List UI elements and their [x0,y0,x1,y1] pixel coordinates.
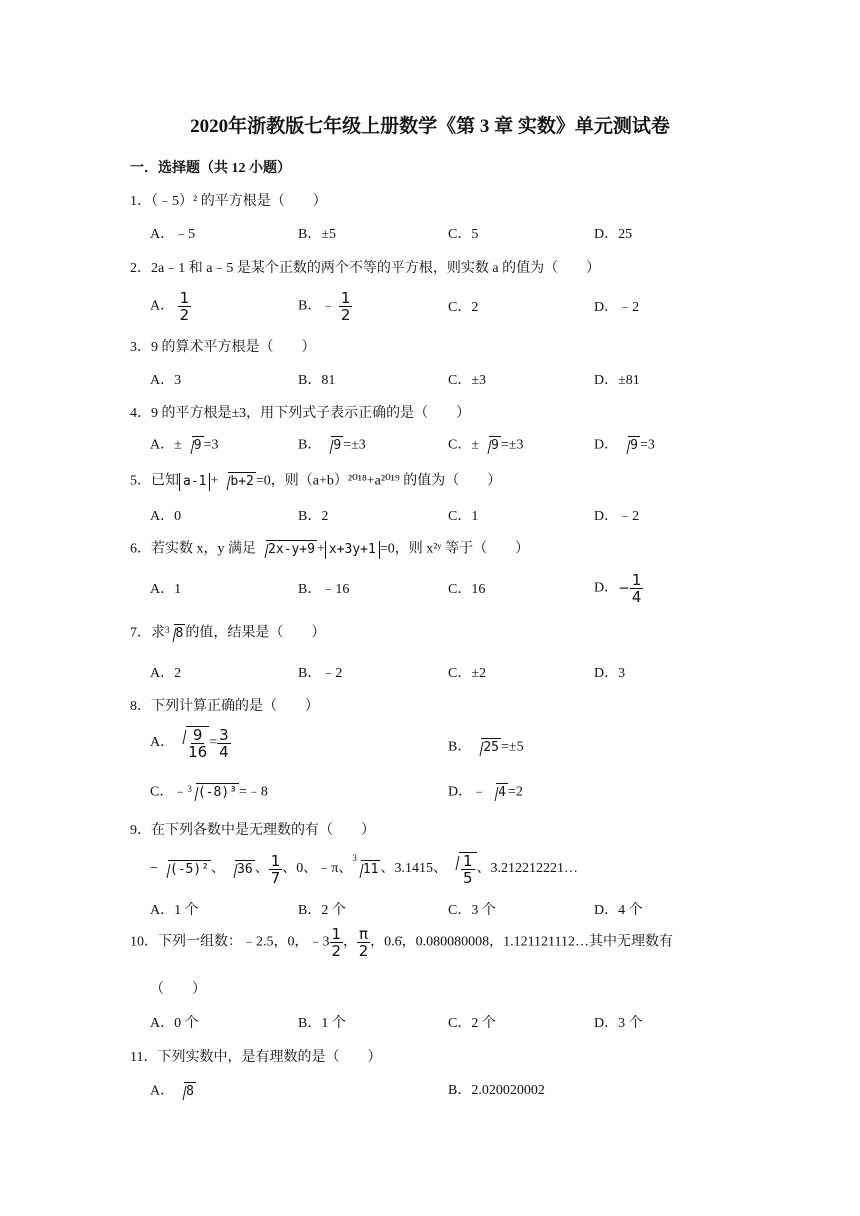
section-heading: 一．选择题（共 12 小题） [130,161,291,176]
q6-absolute: x+3y+1 [325,541,380,559]
q10-post: ，0.6̇，0.080080008，1.121121112…其中无理数有 [370,934,674,950]
q10-f2-num: π [359,925,369,943]
q4-b-radicand: 9 [333,438,342,453]
q7-root-index: 3 [165,625,170,635]
q9-f1-den: 7 [270,868,281,887]
q8-b-radicand: 25 [483,740,499,755]
q5-option-b[interactable]: B．2 [298,509,329,524]
q5-option-c[interactable]: C．1 [448,509,479,524]
q5-plus: + [210,473,219,489]
q9-option-b[interactable]: B．2 个 [298,903,346,918]
q4-option-d[interactable] [594,436,655,455]
q9-minus: − [150,861,158,876]
q4-a-pre: A．± [150,437,182,453]
q10-option-d[interactable]: D．3 个 [594,1016,643,1031]
q8-c-index: 3 [187,784,192,794]
q8-a-result [217,727,231,760]
q9-option-a[interactable]: A．1 个 [150,903,199,918]
q4-b-pre: B． [298,437,322,453]
q9-sqrt-2 [225,860,255,879]
q10-paren: （ ） [150,982,206,997]
q8-a-num: 9 [192,726,203,744]
q10-f1-den: 2 [331,942,342,960]
q11-a-radicand: 8 [186,1084,194,1099]
q6-radicand: 2x-y+9 [268,542,315,557]
q8-d-post: =2 [507,784,523,800]
q9-rad-1: (-5)² [169,861,210,877]
question-6-stem [130,540,529,559]
q10-option-c[interactable]: C．2 个 [448,1016,496,1031]
q2-b-num: 1 [340,289,351,307]
q2-option-c[interactable]: C．2 [448,300,479,315]
q8-option-d[interactable] [448,783,523,802]
q6-d-num: 1 [631,571,642,589]
q9-sep-1: 、 [211,861,226,876]
q9-option-c[interactable]: C．3 个 [448,903,496,918]
q8-a-rden: 4 [219,742,229,761]
question-9-stem: 9．在下列各数中是无理数的有（ ） [130,823,375,838]
q2-b-den: 2 [340,306,351,324]
q6-d-label: D． [594,580,619,596]
q9-rad-2: 36 [237,861,253,877]
q1-option-c[interactable]: C．5 [448,227,479,242]
q8-c-cbrt [186,783,239,802]
q9-f2-num: 1 [462,852,473,870]
q4-option-a[interactable] [150,436,219,455]
q8-a-eq: = [209,735,218,750]
q1-option-d[interactable]: D．25 [594,227,633,242]
q6-sqrt [256,540,317,559]
question-11-stem: 11．下列实数中，是有理数的是（ ） [130,1050,382,1065]
q2-a-den: 2 [179,306,190,324]
q9-mid: 、0、﹣π、 [282,861,353,876]
q4-d-sqrt [618,436,640,455]
q9-option-d[interactable]: D．4 个 [594,903,643,918]
q1-option-b[interactable]: B．±5 [298,227,337,242]
q1-option-a[interactable]: A．﹣5 [150,227,196,242]
q5-post: =0，则（a+b）²⁰¹⁸+a²⁰¹⁹ 的值为（ ） [255,473,502,489]
q2-b-label: B．﹣ [298,298,336,314]
q2-a-label: A． [150,298,175,314]
q10-f2-den: 2 [358,942,369,960]
q8-a-sqrt [174,726,209,760]
q4-d-post: =3 [639,437,655,453]
q8-option-b[interactable] [448,738,524,757]
q9-rad-3: 11 [362,861,379,877]
q8-b-pre: B． [448,739,472,755]
q8-c-post: =﹣8 [238,784,268,800]
q4-a-post: =3 [203,437,219,453]
question-4-stem: 4．9 的平方根是±3，用下列式子表示正确的是（ ） [130,406,471,421]
q8-c-pre: C．﹣ [150,784,188,800]
q4-c-radicand: 9 [491,438,499,453]
q7-post: 的值，结果是（ ） [185,625,326,641]
q6-option-a[interactable]: A．1 [150,582,182,597]
q6-d-den: 4 [631,588,642,606]
q6-plus: + [316,541,325,557]
q8-option-a[interactable] [150,726,231,766]
q6-option-d[interactable] [594,572,643,608]
q10-option-a[interactable]: A．0 个 [150,1016,199,1031]
q10-pre: 10．下列一组数：﹣2.5，0，﹣3 [130,934,330,950]
q2-a-num: 1 [179,289,190,307]
q8-option-c[interactable] [150,783,268,802]
q6-d-sign: − [618,580,630,597]
q9-f1-num: 1 [270,851,281,870]
q8-a-den: 16 [188,743,208,761]
q9-tail-2: 、3.212212221… [476,861,579,876]
q4-option-c[interactable] [448,436,523,455]
q11-a-sqrt [174,1082,196,1101]
q10-sep: ， [343,934,358,950]
q11-option-a[interactable] [150,1082,196,1101]
q8-b-sqrt [471,738,501,757]
q3-option-b[interactable]: B．81 [298,373,336,388]
q4-c-pre: C．± [448,437,480,453]
q7-radicand: 8 [175,626,184,641]
q7-option-c[interactable]: C．±2 [448,666,487,681]
q6-pre: 6．若实数 x，y 满足 [130,541,256,557]
q6-option-b[interactable]: B．﹣16 [298,582,350,597]
q3-option-a[interactable]: A．3 [150,373,182,388]
q2-option-d[interactable]: D．﹣2 [594,300,640,315]
q6-d-fraction [630,572,644,605]
q9-fraction-1 [269,853,283,886]
q4-option-b[interactable] [298,436,366,455]
q7-option-a[interactable]: A．2 [150,666,182,681]
q8-a-rnum: 3 [219,725,229,744]
q6-post: =0，则 x²ʸ 等于（ ） [379,541,530,557]
q9-root-index: 3 [352,853,357,863]
q10-option-b[interactable]: B．1 个 [298,1016,346,1031]
q10-fraction-1 [330,926,344,959]
q9-cbrt [351,860,381,879]
question-3-stem: 3．9 的算术平方根是（ ） [130,340,316,355]
q11-a-pre: A． [150,1083,175,1099]
q8-d-sqrt [486,783,508,802]
q7-cbrt [164,624,186,643]
q2-b-fraction [339,290,353,323]
q4-a-sqrt [182,436,204,455]
q11-option-b[interactable]: B．2.020020002 [448,1083,545,1098]
q5-absolute: a-1 [179,473,210,491]
q2-a-fraction [178,290,192,323]
q10-f1-num: 1 [331,925,342,943]
q4-b-sqrt [321,436,343,455]
q8-d-radicand: 4 [498,785,506,800]
q9-number-list [150,852,578,892]
q9-fraction-2 [459,852,477,886]
q5-pre: 5．已知 [130,473,179,489]
q5-radicand: b+2 [230,474,254,489]
q9-sqrt-frac [447,852,477,886]
q2-option-a[interactable] [150,290,191,326]
q4-d-radicand: 9 [630,438,638,453]
q7-option-b[interactable]: B．﹣2 [298,666,343,681]
q7-pre: 7．求 [130,625,165,641]
question-10-stem [130,926,673,966]
q3-option-d[interactable]: D．±81 [594,373,640,388]
q7-option-d[interactable]: D．3 [594,666,626,681]
q4-a-radicand: 9 [193,438,202,453]
q8-d-pre: D．﹣ [448,784,487,800]
q5-sqrt [218,472,255,491]
q5-option-a[interactable]: A．0 [150,509,182,524]
q4-b-post: =±3 [343,437,366,453]
q3-option-c[interactable]: C．±3 [448,373,487,388]
q5-option-d[interactable]: D．﹣2 [594,509,640,524]
q9-f2-den: 5 [462,869,473,887]
q8-c-radicand: (-8)³ [197,785,237,800]
q4-d-pre: D． [594,437,619,453]
q9-tail-1: 、3.1415、 [380,861,447,876]
question-8-stem: 8．下列计算正确的是（ ） [130,699,319,714]
question-1-stem: 1．（﹣5）² 的平方根是（ ） [130,194,327,209]
q6-option-c[interactable]: C．16 [448,582,486,597]
q8-a-label: A． [150,735,175,750]
question-5-stem [130,472,501,491]
q4-c-post: =±3 [500,437,524,453]
q2-option-b[interactable] [298,290,352,326]
page-title: 2020年浙教版七年级上册数学《第 3 章 实数》单元测试卷 [190,116,670,137]
question-2-stem: 2．2a﹣1 和 a﹣5 是某个正数的两个不等的平方根，则实数 a 的值为（ ） [130,261,601,276]
q4-c-sqrt [479,436,501,455]
q8-b-post: =±5 [501,739,524,755]
q10-fraction-2 [357,926,370,959]
question-7-stem [130,624,325,643]
q9-sqrt-1 [158,860,211,879]
q8-a-fraction [186,726,209,760]
q9-sep-2: 、 [254,861,269,876]
